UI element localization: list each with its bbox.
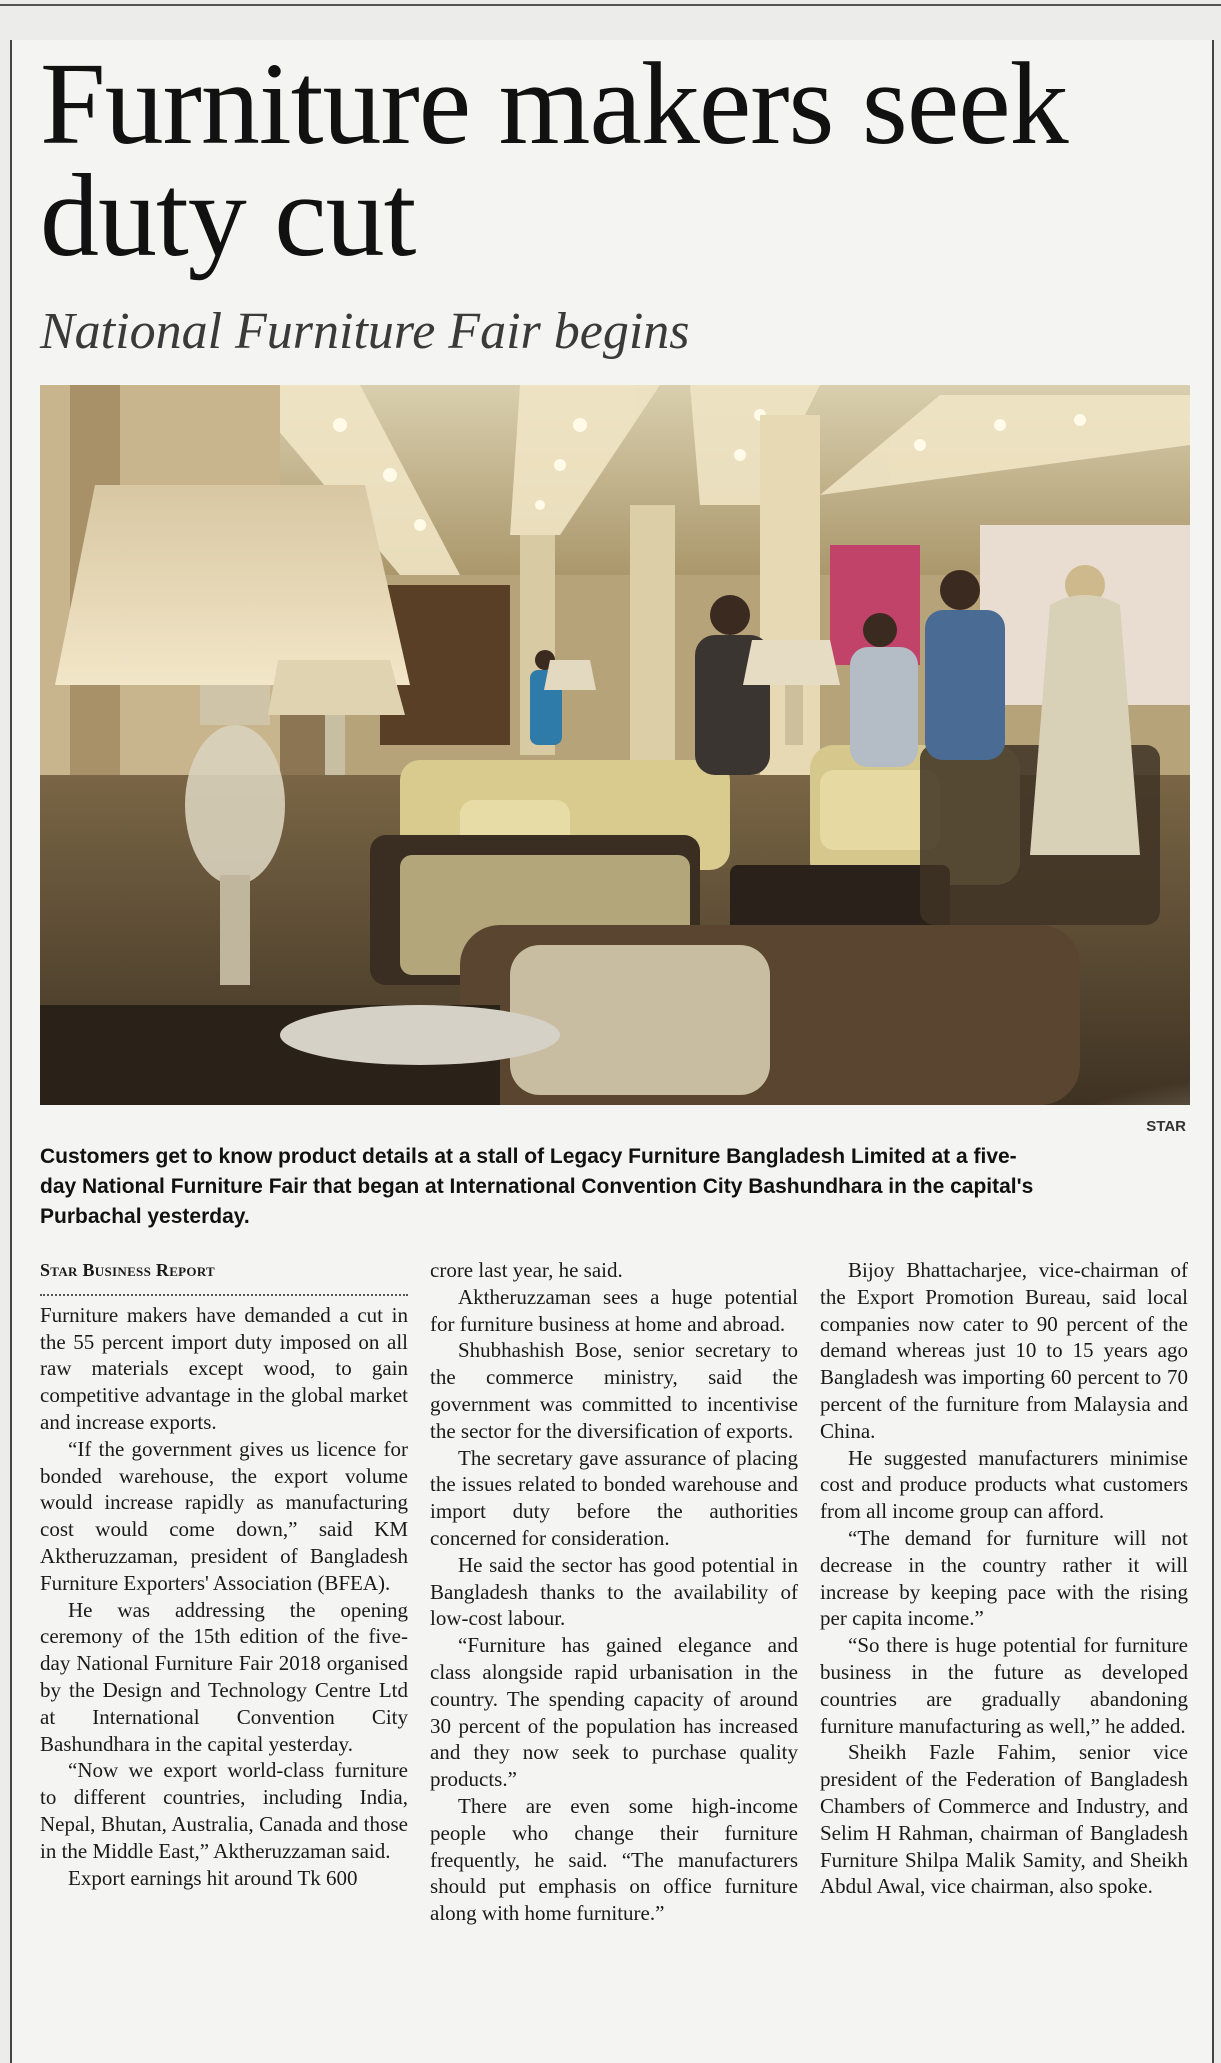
headline: Furniture makers seek duty cut [40, 40, 1068, 281]
paragraph: “Now we export world-class furniture to different countries, including India, Nepal, Bhutan, Australia, Canada and those in the Middle East,” Aktheruzzaman said. [40, 1758, 408, 1863]
paragraph: Sheikh Fazle Fahim, senior vice president of the Federation of Bangladesh Chambers of Commerce and Industry, and Selim H Rahman, chairman of Bangladesh Furniture Shilpa Malik Samity, and Sheikh Abdul Awal, vice chairman, also spoke. [820, 1740, 1188, 1899]
paragraph: “Furniture has gained elegance and class alongside rapid urbanisation in the country. The spending capacity of around 30 percent of the population has increased and they now seek to purchase quality products.” [430, 1633, 798, 1792]
paragraph: “So there is huge potential for furniture business in the future as developed countries are gradually abandoning furniture manufacturing as well,” he added. [820, 1633, 1188, 1738]
subheadline: National Furniture Fair begins [40, 303, 690, 360]
paragraph: Shubhashish Bose, senior secretary to the commerce ministry, said the government was committed to incentivise the sector for the diversification of exports. [430, 1338, 798, 1443]
paragraph: There are even some high-income people who change their furniture frequently, he said. “The manufacturers should put emphasis on office furniture along with home furniture.” [430, 1793, 798, 1926]
paragraph: Furniture makers have demanded a cut in the 55 percent import duty imposed on all raw materials except wood, to gain competitive advantage in the global market and increase exports. [40, 1302, 408, 1434]
photo-caption: Customers get to know product details at a stall of Legacy Furniture Bangladesh Limited at a five-day National Furniture Fair that began at International Convention City Bashundhara in the capital's Purbachal yesterday. [40, 1145, 1034, 1228]
paragraph: Export earnings hit around Tk 600 [68, 1865, 358, 1890]
paragraph: Bijoy Bhattacharjee, vice-chairman of the Export Promotion Bureau, said local companies now cater to 90 percent of the demand whereas just 10 to 15 years ago Bangladesh was importing 60 percent to 70 percent of the furniture from Malaysia and China. [820, 1258, 1188, 1443]
byline-divider [40, 1290, 408, 1296]
paragraph: He was addressing the opening ceremony of the 15th edition of the five-day National Furniture Fair 2018 organised by the Design and Technology Centre Ltd at International Convention City Bashundhara in the capital yesterday. [40, 1597, 408, 1756]
paragraph: “The demand for furniture will not decrease in the country rather it will increase by keeping pace with the rising per capita income.” [820, 1525, 1188, 1631]
top-rule [0, 4, 1221, 6]
article-column-2 [430, 1257, 798, 1927]
paragraph: The secretary gave assurance of placing the issues related to bonded warehouse and import duty before the authorities concerned for consideration. [430, 1445, 798, 1550]
news-photo [40, 385, 1190, 1105]
paragraph: He suggested manufacturers minimise cost and produce products what customers from all income group can afford. [820, 1445, 1188, 1524]
paragraph: He said the sector has good potential in Bangladesh thanks to the availability of low-cost labour. [430, 1552, 798, 1631]
byline: Star Business Report [40, 1260, 216, 1280]
paragraph: Aktheruzzaman sees a huge potential for furniture business at home and abroad. [430, 1284, 798, 1336]
article-column-1 [40, 1257, 408, 1891]
paragraph: crore last year, he said. [430, 1258, 623, 1282]
article-column-3 [820, 1257, 1188, 1900]
photo-credit: STAR [1146, 1118, 1186, 1135]
newspaper-page [10, 40, 1214, 2063]
paragraph: “If the government gives us licence for bonded warehouse, the export volume would increase rapidly as manufacturing cost would come down,” said KM Aktheruzzaman, president of Bangladesh Furniture Exporters' Association (BFEA). [40, 1436, 408, 1595]
